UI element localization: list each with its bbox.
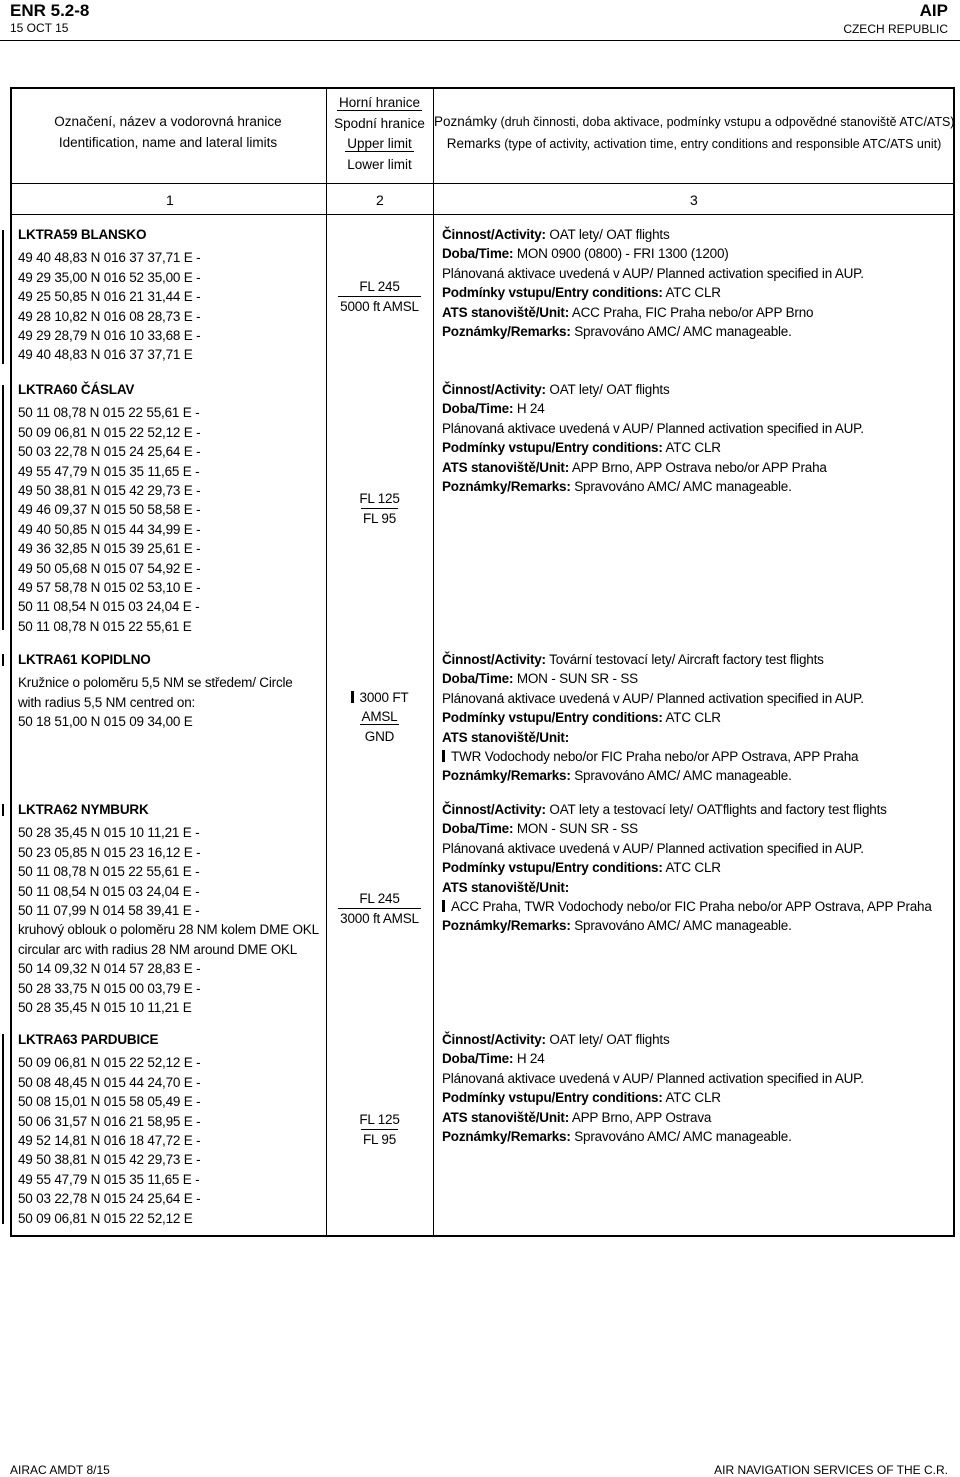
unit-value: APP Brno, APP Ostrava [571, 1109, 712, 1125]
activity-value: OAT lety a testovací lety/ OATflights and factory test flights [549, 802, 887, 817]
coordinate-line: 50 11 08,54 N 015 03 24,04 E - [18, 883, 200, 899]
time-label: Doba/Time: [442, 671, 514, 687]
coordinate-line: 50 23 05,85 N 015 23 16,12 E - [18, 844, 201, 860]
lower-limit: GND [364, 728, 395, 744]
footer-publisher: AIR NAVIGATION SERVICES OF THE C.R. [714, 1463, 948, 1477]
entry-label: Podmínky vstupu/Entry conditions: [442, 440, 663, 456]
column-divider [326, 88, 327, 1236]
entry-value: ATC CLR [665, 710, 721, 726]
coordinate-line: 50 11 08,54 N 015 03 24,04 E - [18, 599, 200, 615]
coordinate-line: 49 52 14,81 N 016 18 47,72 E - [18, 1133, 201, 1149]
remarks [442, 650, 864, 786]
remarks-label: Poznámky/Remarks: [442, 918, 571, 934]
remarks-label: Poznámky/Remarks: [442, 324, 571, 340]
time-value: H 24 [516, 1051, 545, 1067]
coordinate-line: 50 28 35,45 N 015 10 11,21 E - [18, 825, 200, 841]
entry-label: Podmínky vstupu/Entry conditions: [442, 1090, 663, 1106]
col2-header-lower-en: Lower limit [347, 156, 412, 172]
activity-label: Činnost/Activity: [442, 652, 546, 667]
coordinate-line: 50 28 35,45 N 015 10 11,21 E [18, 1000, 192, 1016]
col2-header-upper-cz: Horní hranice [338, 95, 421, 110]
col2-header [327, 93, 432, 175]
unit-label: ATS stanoviště/Unit: [442, 459, 570, 475]
header-divider [11, 183, 954, 184]
area-identification [18, 800, 319, 1017]
remarks-label: Poznámky/Remarks: [442, 768, 571, 784]
coordinate-line: 49 57 58,78 N 015 02 53,10 E - [18, 580, 201, 596]
coordinate-line: 49 25 50,85 N 016 21 31,44 E - [18, 289, 201, 305]
activity-label: Činnost/Activity: [442, 227, 546, 242]
activity-value: OAT lety/ OAT flights [549, 382, 670, 397]
time-label: Doba/Time: [442, 821, 514, 837]
time-value: H 24 [516, 401, 545, 417]
remarks-value: Spravováno AMC/ AMC manageable. [574, 479, 792, 495]
change-bar [2, 385, 4, 630]
remarks [442, 800, 932, 936]
entry-value: ATC CLR [665, 285, 721, 301]
coordinate-line: 49 55 47,79 N 015 35 11,65 E - [18, 463, 200, 479]
lateral-limit-line: circular arc with radius 28 NM around DME OKL [18, 941, 298, 957]
planned-activation: Plánovaná aktivace uvedená v AUP/ Planned activation specified in AUP. [442, 840, 864, 856]
col3-number: 3 [690, 192, 698, 208]
activity-value: Tovární testovací lety/ Aircraft factory test flights [549, 652, 824, 667]
coordinate-line: 49 29 28,79 N 016 10 33,68 E - [18, 328, 201, 344]
time-label: Doba/Time: [442, 401, 514, 417]
coordinate-line: 50 09 06,81 N 015 22 52,12 E - [18, 1055, 201, 1071]
entry-value: ATC CLR [665, 860, 721, 876]
col3-header [434, 111, 954, 155]
area-name: LKTRA62 NYMBURK [18, 802, 149, 817]
coordinate-line: 50 06 31,57 N 016 21 58,95 E - [18, 1113, 201, 1129]
remarks-value: Spravováno AMC/ AMC manageable. [574, 768, 792, 784]
coordinate-line: 50 11 07,99 N 014 58 39,41 E - [18, 903, 200, 919]
coordinate-line: 50 11 08,78 N 015 22 55,61 E [18, 618, 192, 634]
change-bar [2, 654, 4, 666]
coordinate-line: 50 11 08,78 N 015 22 55,61 E - [18, 864, 200, 880]
coordinate-line: 49 55 47,79 N 015 35 11,65 E - [18, 1171, 200, 1187]
activity-label: Činnost/Activity: [442, 802, 546, 817]
area-identification [18, 225, 200, 365]
remarks [442, 225, 864, 341]
col1-header [12, 111, 324, 153]
remarks-value: Spravováno AMC/ AMC manageable. [574, 918, 792, 934]
lower-limit: FL 95 [361, 508, 398, 528]
entry-label: Podmínky vstupu/Entry conditions: [442, 285, 663, 301]
lateral-limit-line: with radius 5,5 NM centred on: [18, 694, 196, 710]
coordinate-line: 49 46 09,37 N 015 50 58,58 E - [18, 502, 201, 518]
upper-limit: FL 245 [359, 891, 400, 906]
remarks [442, 1030, 864, 1146]
area-identification [18, 650, 293, 732]
unit-value: ACC Praha, FIC Praha nebo/or APP Brno [571, 304, 814, 320]
change-bar [351, 691, 354, 703]
unit-value: ACC Praha, TWR Vodochody nebo/or FIC Praha nebo/or APP Ostrava, APP Praha [442, 897, 932, 916]
change-bar [2, 1034, 4, 1224]
coordinate-line: 49 40 50,85 N 015 44 34,99 E - [18, 521, 201, 537]
publication-country: CZECH REPUBLIC [843, 22, 948, 36]
coordinate-line: 50 28 33,75 N 015 00 03,79 E - [18, 980, 201, 996]
coordinate-line: 49 28 10,82 N 016 08 28,73 E - [18, 308, 201, 324]
col2-header-lower-cz: Spodní hranice [334, 115, 425, 131]
header-rule [0, 40, 960, 41]
activity-label: Činnost/Activity: [442, 1032, 546, 1047]
lower-limit: 5000 ft AMSL [338, 296, 421, 316]
change-bar [2, 230, 4, 364]
page-date: 15 OCT 15 [10, 21, 69, 35]
remarks-label: Poznámky/Remarks: [442, 1129, 571, 1145]
coordinate-line: 50 08 48,45 N 015 44 24,70 E - [18, 1074, 201, 1090]
time-value: MON 0900 (0800) - FRI 1300 (1200) [516, 246, 729, 262]
change-bar [2, 804, 4, 816]
change-bar [442, 750, 445, 762]
remarks-value: Spravováno AMC/ AMC manageable. [574, 1129, 792, 1145]
unit-label: ATS stanoviště/Unit: [442, 729, 570, 745]
vertical-limits [327, 489, 432, 529]
entry-value: ATC CLR [665, 1090, 721, 1106]
vertical-limits [327, 277, 432, 317]
planned-activation: Plánovaná aktivace uvedená v AUP/ Planned activation specified in AUP. [442, 690, 864, 706]
planned-activation: Plánovaná aktivace uvedená v AUP/ Planned activation specified in AUP. [442, 420, 864, 436]
coordinate-line: 50 18 51,00 N 015 09 34,00 E [18, 714, 193, 730]
coordinate-line: 49 29 35,00 N 016 52 35,00 E - [18, 269, 201, 285]
coordinate-line: 49 40 48,83 N 016 37 37,71 E [18, 347, 193, 363]
coordinate-line: 50 09 06,81 N 015 22 52,12 E - [18, 424, 201, 440]
remarks-label: Poznámky/Remarks: [442, 479, 571, 495]
upper-limit-ref: AMSL [361, 709, 398, 725]
coordinate-line: 49 50 38,81 N 015 42 29,73 E - [18, 483, 201, 499]
coordinate-line: 49 40 48,83 N 016 37 37,71 E - [18, 250, 201, 266]
col2-header-upper-en: Upper limit [347, 136, 412, 151]
column-divider [433, 88, 434, 1236]
remarks [442, 380, 864, 496]
change-bar [442, 900, 445, 912]
upper-limit: 3000 FT [327, 688, 432, 707]
activity-label: Činnost/Activity: [442, 382, 546, 397]
coordinate-line: 50 08 15,01 N 015 58 05,49 E - [18, 1094, 201, 1110]
publication-title: AIP [919, 1, 948, 20]
coordinate-line: 50 03 22,78 N 015 24 25,64 E - [18, 444, 201, 460]
entry-value: ATC CLR [665, 440, 721, 456]
vertical-limits [327, 1110, 432, 1150]
footer-amendment: AIRAC AMDT 8/15 [10, 1463, 110, 1477]
unit-value: TWR Vodochody nebo/or FIC Praha nebo/or APP Ostrava, APP Praha [442, 747, 864, 766]
col3-header-en: Remarks (type of activity, activation time, entry conditions and responsible ATC/ATS unit) [446, 136, 942, 151]
area-name: LKTRA60 ČÁSLAV [18, 382, 135, 397]
col3-header-cz: Poznámky (druh činnosti, doba aktivace, podmínky vstupu a odpovědné stanoviště ATC/ATS) [434, 114, 955, 129]
coordinate-line: 49 50 05,68 N 015 07 54,92 E - [18, 560, 201, 576]
area-identification [18, 1030, 200, 1228]
remarks-value: Spravováno AMC/ AMC manageable. [574, 324, 792, 340]
upper-limit: FL 125 [359, 491, 400, 506]
upper-limit: FL 245 [359, 279, 400, 294]
lateral-limit-line: Kružnice o poloměru 5,5 NM se středem/ Circle [18, 675, 293, 691]
area-name: LKTRA59 BLANSKO [18, 227, 147, 242]
coordinate-line: 50 09 06,81 N 015 22 52,12 E [18, 1210, 193, 1226]
unit-label: ATS stanoviště/Unit: [442, 304, 570, 320]
activity-value: OAT lety/ OAT flights [549, 227, 670, 242]
page-number: ENR 5.2-8 [10, 1, 90, 20]
planned-activation: Plánovaná aktivace uvedená v AUP/ Planned activation specified in AUP. [442, 1070, 864, 1086]
entry-label: Podmínky vstupu/Entry conditions: [442, 710, 663, 726]
upper-limit: FL 125 [359, 1112, 400, 1127]
coordinate-line: 50 11 08,78 N 015 22 55,61 E - [18, 405, 200, 421]
col1-header-cz: Označení, název a vodorovná hranice [54, 114, 282, 129]
unit-label: ATS stanoviště/Unit: [442, 879, 570, 895]
coordinate-line: 50 14 09,32 N 014 57 28,83 E - [18, 961, 201, 977]
time-label: Doba/Time: [442, 1051, 514, 1067]
lateral-limit-line: kruhový oblouk o poloměru 28 NM kolem DME OKL [18, 922, 319, 938]
coordinate-line: 50 03 22,78 N 015 24 25,64 E - [18, 1191, 201, 1207]
planned-activation: Plánovaná aktivace uvedená v AUP/ Planned activation specified in AUP. [442, 265, 864, 281]
time-value: MON - SUN SR - SS [516, 821, 638, 837]
unit-label: ATS stanoviště/Unit: [442, 1109, 570, 1125]
vertical-limits [327, 688, 432, 746]
entry-label: Podmínky vstupu/Entry conditions: [442, 860, 663, 876]
time-value: MON - SUN SR - SS [516, 671, 638, 687]
coordinate-line: 49 36 32,85 N 015 39 25,61 E - [18, 541, 201, 557]
vertical-limits [327, 889, 432, 929]
unit-value: APP Brno, APP Ostrava nebo/or APP Praha [571, 459, 827, 475]
col1-header-en: Identification, name and lateral limits [58, 135, 278, 150]
header-divider [11, 214, 954, 215]
area-identification [18, 380, 200, 636]
col2-number: 2 [376, 192, 384, 208]
time-label: Doba/Time: [442, 246, 514, 262]
lower-limit: 3000 ft AMSL [338, 908, 421, 928]
area-name: LKTRA61 KOPIDLNO [18, 652, 151, 667]
col1-number: 1 [166, 192, 174, 208]
lower-limit: FL 95 [361, 1129, 398, 1149]
coordinate-line: 49 50 38,81 N 015 42 29,73 E - [18, 1152, 201, 1168]
area-name: LKTRA63 PARDUBICE [18, 1032, 159, 1047]
activity-value: OAT lety/ OAT flights [549, 1032, 670, 1047]
